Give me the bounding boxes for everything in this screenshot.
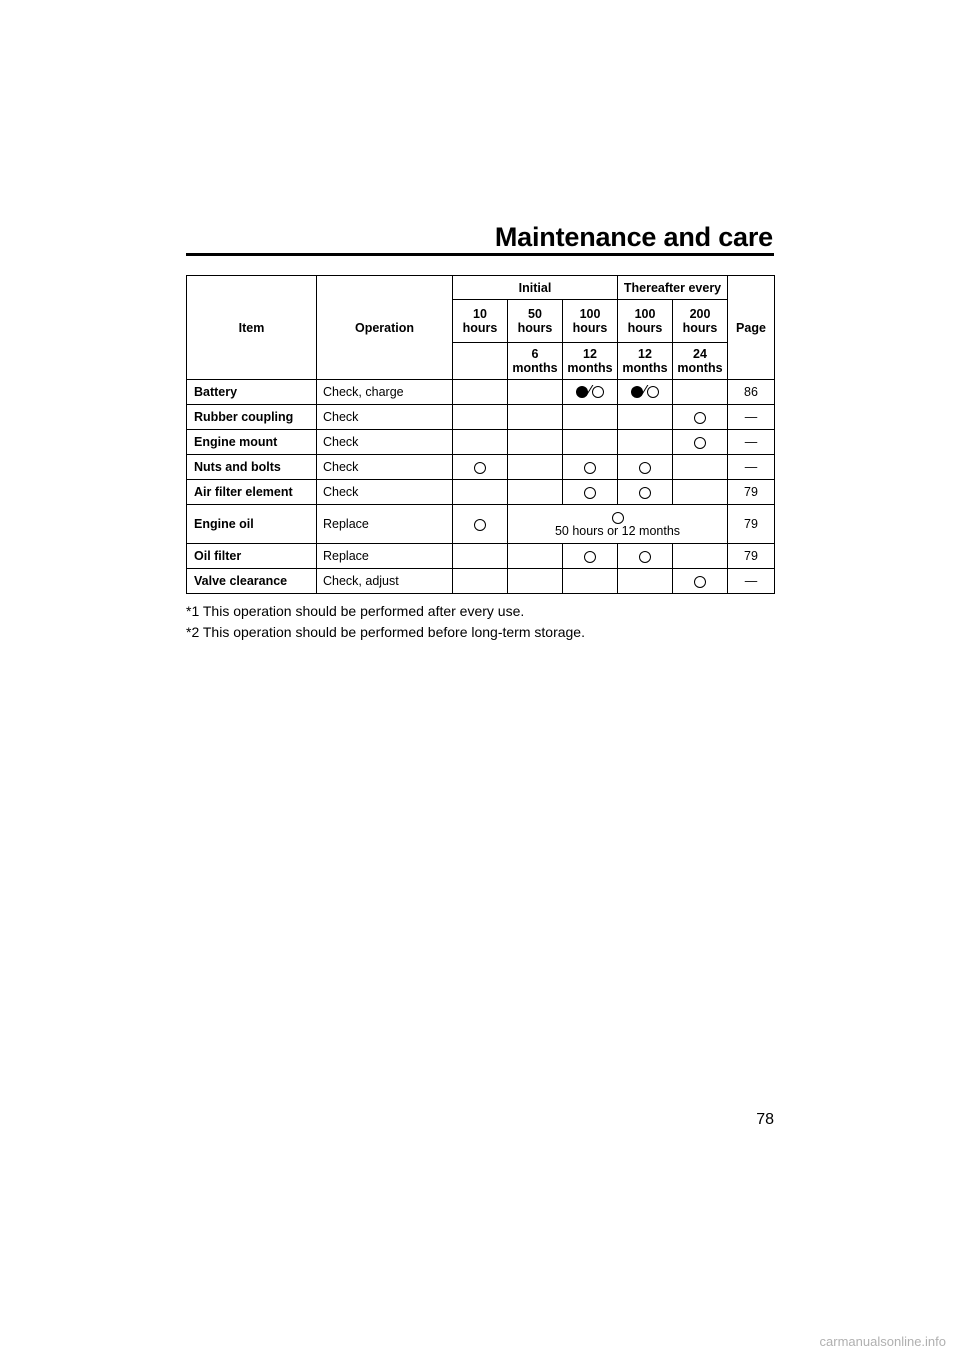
mark-cell: [453, 505, 508, 544]
header-interval-months: [508, 343, 563, 380]
mark-cell: [453, 569, 508, 594]
operation-name: Check, charge: [317, 380, 453, 405]
interval-unit: months: [567, 361, 613, 375]
check-mark: [694, 410, 706, 424]
mark-cell: [453, 405, 508, 430]
operation-name: Check, adjust: [317, 569, 453, 594]
filled-circle-icon: [631, 386, 643, 398]
check-replace-mark: [576, 384, 605, 398]
mark-cell: [618, 569, 673, 594]
footnote-2: *2 This operation should be performed before long-term storage.: [186, 624, 585, 640]
interval-value: 12: [638, 347, 652, 361]
open-circle-icon: [639, 462, 651, 474]
mark-cell: [673, 380, 728, 405]
mark-cell: [453, 480, 508, 505]
page-ref: —: [728, 430, 775, 455]
open-circle-icon: [639, 551, 651, 563]
mark-cell: [563, 405, 618, 430]
table-row: [187, 505, 775, 544]
item-name: Air filter element: [187, 480, 317, 505]
slash-icon: ∕: [588, 383, 592, 400]
open-circle-icon: [584, 551, 596, 563]
page-ref: —: [728, 405, 775, 430]
header-interval-hours: [563, 300, 618, 343]
page-ref: 79: [728, 505, 775, 544]
mark-cell: [673, 430, 728, 455]
mark-cell: [563, 455, 618, 480]
mark-cell: [453, 455, 508, 480]
page-ref: 79: [728, 480, 775, 505]
table-row: [187, 455, 775, 480]
interval-value: 6: [531, 347, 539, 361]
mark-cell: [453, 380, 508, 405]
mark-cell: [618, 544, 673, 569]
open-circle-icon: [694, 576, 706, 588]
mark-cell: [618, 480, 673, 505]
mark-cell: [508, 480, 563, 505]
table-row: [187, 430, 775, 455]
header-interval-months: [563, 343, 618, 380]
open-circle-icon: [474, 462, 486, 474]
operation-name: Check: [317, 480, 453, 505]
mark-cell: [618, 455, 673, 480]
open-circle-icon: [612, 512, 624, 524]
watermark: carmanualsonline.info: [819, 1334, 946, 1349]
item-name: Battery: [187, 380, 317, 405]
mark-cell: [673, 480, 728, 505]
open-circle-icon: [592, 386, 604, 398]
operation-name: Replace: [317, 505, 453, 544]
interval-value: 12: [583, 347, 597, 361]
table-row: [187, 569, 775, 594]
open-circle-icon: [694, 412, 706, 424]
page-ref: 86: [728, 380, 775, 405]
mark-cell: [508, 405, 563, 430]
table-row: [187, 380, 775, 405]
operation-name: Check: [317, 455, 453, 480]
operation-name: Check: [317, 405, 453, 430]
mark-cell: [618, 380, 673, 405]
interval-unit: hours: [572, 321, 608, 335]
open-circle-icon: [639, 487, 651, 499]
interval-value: 10: [473, 307, 487, 321]
interval-value: 24: [693, 347, 707, 361]
open-circle-icon: [647, 386, 659, 398]
mark-cell: [563, 430, 618, 455]
page-ref: —: [728, 569, 775, 594]
mark-cell: [673, 544, 728, 569]
page-ref: —: [728, 455, 775, 480]
header-operation: Operation: [317, 276, 453, 380]
mark-cell: [618, 430, 673, 455]
interval-value: 50: [528, 307, 542, 321]
open-circle-icon: [584, 487, 596, 499]
header-interval-months: [618, 343, 673, 380]
header-initial: Initial: [453, 276, 618, 300]
item-name: Engine oil: [187, 505, 317, 544]
item-name: Nuts and bolts: [187, 455, 317, 480]
check-mark: [584, 460, 596, 474]
operation-name: Replace: [317, 544, 453, 569]
mark-cell: [508, 544, 563, 569]
interval-unit: months: [622, 361, 668, 375]
open-circle-icon: [584, 462, 596, 474]
header-interval-hours: [673, 300, 728, 343]
page-title: Maintenance and care: [494, 222, 773, 252]
interval-value: 100: [634, 307, 656, 321]
interval-unit: hours: [627, 321, 663, 335]
check-mark: [584, 485, 596, 499]
interval-value: 200: [689, 307, 711, 321]
interval-unit: hours: [682, 321, 718, 335]
page-ref: 79: [728, 544, 775, 569]
item-name: Rubber coupling: [187, 405, 317, 430]
header-interval-hours: [618, 300, 673, 343]
check-mark: [694, 435, 706, 449]
mark-cell: [508, 430, 563, 455]
check-mark: [639, 460, 651, 474]
check-mark: [612, 510, 624, 524]
mark-cell: [453, 544, 508, 569]
maintenance-table: [186, 275, 775, 594]
mark-cell: [563, 380, 618, 405]
check-mark: [474, 460, 486, 474]
mark-cell: [563, 544, 618, 569]
header-thereafter: Thereafter every: [618, 276, 728, 300]
header-interval-months: [673, 343, 728, 380]
mark-cell: [508, 455, 563, 480]
open-circle-icon: [474, 519, 486, 531]
header-page: Page: [728, 276, 775, 380]
mark-cell: [563, 569, 618, 594]
check-mark: [694, 574, 706, 588]
page-number: 78: [756, 1111, 774, 1128]
mark-cell: [563, 480, 618, 505]
filled-circle-icon: [576, 386, 588, 398]
header-item: Item: [187, 276, 317, 380]
title-divider: [186, 253, 774, 256]
interval-value: 100: [579, 307, 601, 321]
footnote-1: *1 This operation should be performed after every use.: [186, 603, 525, 619]
mark-cell: [618, 405, 673, 430]
header-interval-hours: [508, 300, 563, 343]
mark-cell: [508, 380, 563, 405]
check-mark: [639, 549, 651, 563]
check-mark: [584, 549, 596, 563]
operation-name: Check: [317, 430, 453, 455]
mark-cell: [673, 569, 728, 594]
mark-cell: [673, 405, 728, 430]
slash-icon: ∕: [643, 383, 647, 400]
span-note: 50 hours or 12 months: [554, 524, 681, 538]
check-mark: [639, 485, 651, 499]
table-row: [187, 544, 775, 569]
item-name: Valve clearance: [187, 569, 317, 594]
interval-unit: hours: [517, 321, 553, 335]
mark-cell: [453, 430, 508, 455]
interval-unit: hours: [462, 321, 498, 335]
table-row: [187, 405, 775, 430]
open-circle-icon: [694, 437, 706, 449]
table-row: [187, 480, 775, 505]
item-name: Engine mount: [187, 430, 317, 455]
mark-cell: [508, 569, 563, 594]
interval-unit: months: [512, 361, 558, 375]
span-mark: [508, 510, 727, 524]
mark-cell: [673, 455, 728, 480]
check-replace-mark: [631, 384, 660, 398]
interval-unit: months: [677, 361, 723, 375]
item-name: Oil filter: [187, 544, 317, 569]
check-mark: [474, 517, 486, 531]
mark-span-cell: [508, 505, 728, 544]
header-interval-hours: [453, 300, 508, 343]
header-interval-months: [453, 343, 508, 380]
